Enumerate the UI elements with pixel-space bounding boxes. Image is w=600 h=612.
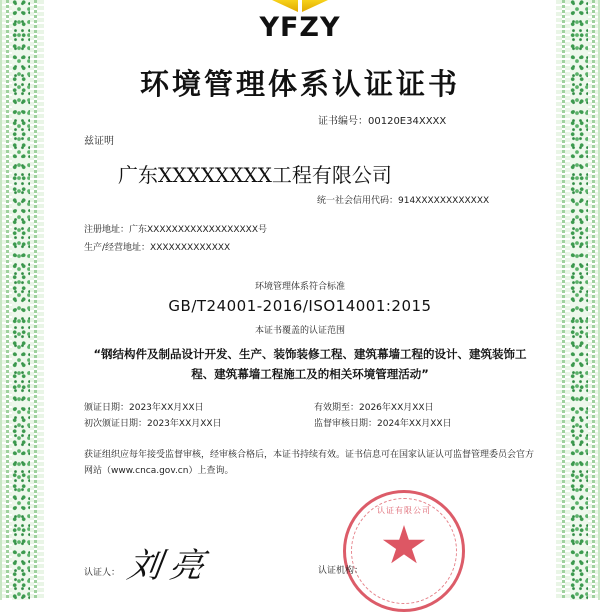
- signature: 刘亮: [124, 546, 215, 586]
- certificate-dates: [84, 400, 504, 432]
- signer-label: 认证人：: [84, 568, 121, 578]
- holder-label: 兹证明: [84, 136, 114, 147]
- expire-date: 有效期至：2026年XX月XX日: [314, 403, 434, 413]
- holder-company-name: 广东XXXXXXXX工程有限公司: [118, 163, 392, 187]
- certificate-number: 证书编号：00120E34XXXX: [318, 116, 447, 127]
- first-issue-date: 初次颁证日期：2023年XX月XX日: [84, 419, 222, 429]
- standard-value: GB/T24001-2016/ISO14001:2015: [168, 297, 432, 315]
- standard-label: 环境管理体系符合标准: [254, 282, 345, 292]
- supervision-date: 监督审核日期：2024年XX月XX日: [314, 419, 452, 429]
- credit-code: 统一社会信用代码：914XXXXXXXXXXXX: [317, 196, 490, 206]
- office-address: 生产/经营地址：XXXXXXXXXXXXX: [84, 243, 231, 253]
- certification-scope: “钢结构件及制品设计开发、生产、装饰装修工程、建筑幕墙工程的设计、建筑装饰工程、建筑幕墙工程施工及的相关环境管理活动”: [93, 347, 527, 381]
- registered-address: 注册地址：广东XXXXXXXXXXXXXXXXXX号: [84, 225, 267, 235]
- validity-notice: 获证组织应每年接受监督审核，经审核合格后，本证书持续有效。证书信息可在国家认证认可监督管理委员会官方网站（www.cnca.gov.cn）上查询。: [84, 450, 535, 476]
- brand-logo-icon: [272, 0, 328, 12]
- scope-label: 本证书覆盖的认证范围: [254, 326, 345, 336]
- issue-date: 颁证日期：2023年XX月XX日: [84, 403, 204, 413]
- org-sign-label: 认证机构：: [318, 566, 364, 576]
- seal-text: 认证有限公司: [377, 506, 431, 515]
- official-seal-icon: [343, 490, 465, 612]
- certificate-title: 环境管理体系认证证书: [139, 67, 460, 101]
- brand-name: YFZY: [259, 12, 341, 43]
